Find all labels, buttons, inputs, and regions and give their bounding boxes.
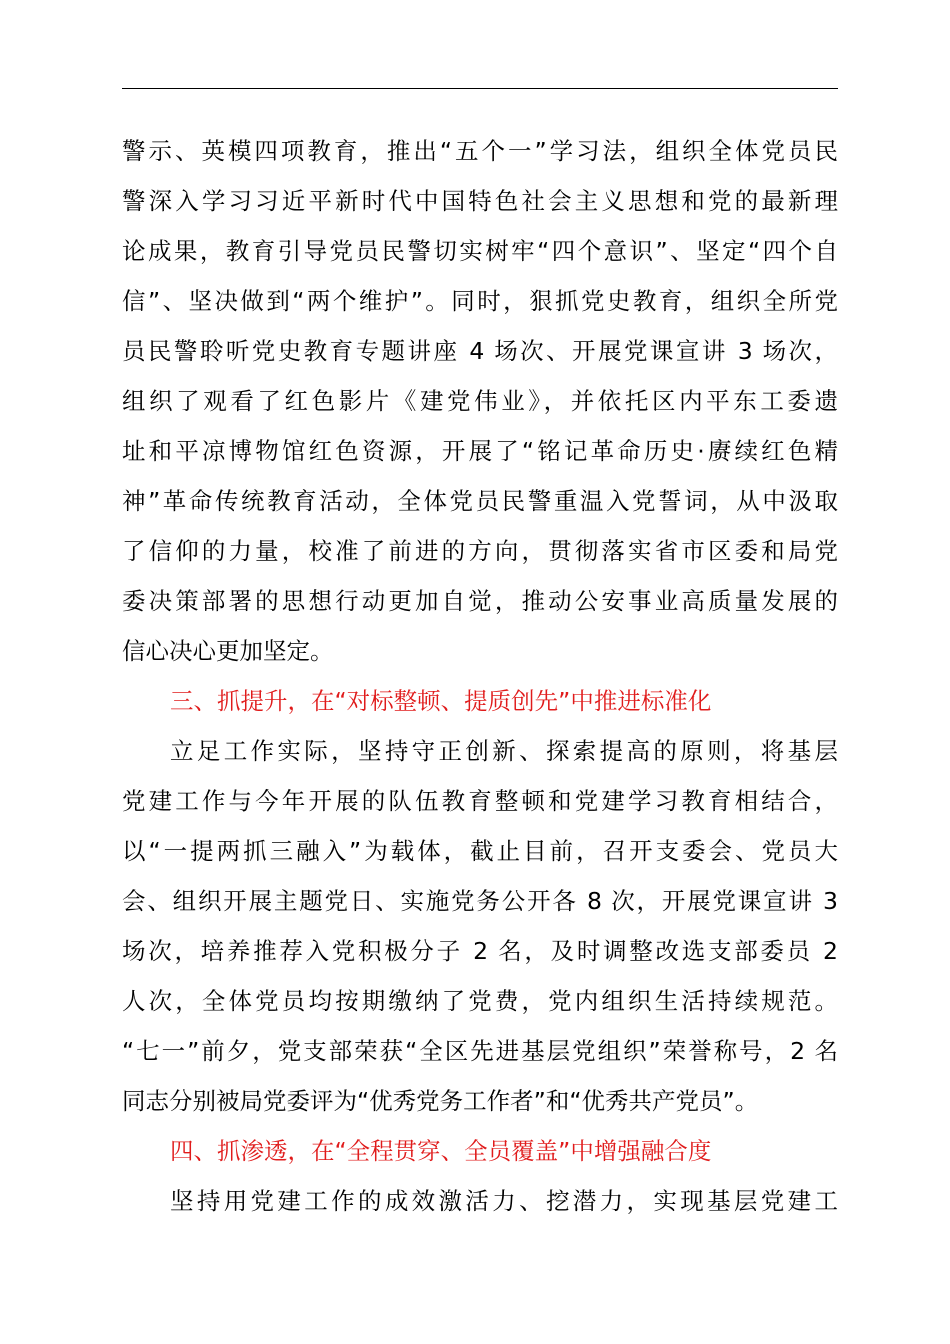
text-line: 以“一提两抓三融入”为载体，截止目前，召开支委会、党员大: [122, 837, 838, 865]
text-line: 信”、坚决做到“两个维护”。同时，狠抓党史教育，组织全所党: [122, 287, 838, 315]
text-line: 场次，培养推荐入党积极分子 2 名，及时调整改选支部委员 2: [122, 937, 838, 965]
text-line: 神”革命传统教育活动，全体党员民警重温入党誓词，从中汲取: [122, 487, 838, 515]
text-line: 信心决心更加坚定。: [122, 637, 334, 665]
text-line: 同志分别被局党委评为“优秀党务工作者”和“优秀共产党员”。: [122, 1087, 759, 1115]
paragraph-standardization: [122, 726, 838, 1126]
text-line: 组织了观看了红色影片《建党伟业》，并依托区内平东工委遗: [122, 387, 838, 415]
text-line: 论成果，教育引导党员民警切实树牢“四个意识”、坚定“四个自: [122, 237, 838, 265]
text-line: “七一”前夕，党支部荣获“全区先进基层党组织”荣誉称号，2 名: [122, 1037, 838, 1065]
text-line: 会、组织开展主题党日、实施党务公开各 8 次，开展党课宣讲 3: [122, 887, 838, 915]
text-line: 警示、英模四项教育，推出“五个一”学习法，组织全体党员民: [122, 137, 838, 165]
text-line: 立足工作实际，坚持守正创新、探索提高的原则，将基层: [170, 737, 838, 765]
text-line: 警深入学习习近平新时代中国特色社会主义思想和党的最新理: [122, 187, 838, 215]
text-line: 坚持用党建工作的成效激活力、挖潜力，实现基层党建工: [170, 1187, 838, 1215]
document-body: [122, 126, 838, 1226]
text-line: 人次，全体党员均按期缴纳了党费，党内组织生活持续规范。: [122, 987, 838, 1015]
paragraph-integration: [122, 1176, 838, 1226]
text-line: 址和平凉博物馆红色资源，开展了“铭记革命历史·赓续红色精: [122, 437, 838, 465]
paragraph-party-education: [122, 126, 838, 676]
text-line: 党建工作与今年开展的队伍教育整顿和党建学习教育相结合，: [122, 787, 838, 815]
section-heading-3: 三、抓提升，在“对标整顿、提质创先”中推进标准化: [170, 687, 712, 715]
text-line: 员民警聆听党史教育专题讲座 4 场次、开展党课宣讲 3 场次，: [122, 337, 838, 365]
section-heading-4: 四、抓渗透，在“全程贯穿、全员覆盖”中增强融合度: [170, 1137, 712, 1165]
header-rule: [122, 88, 838, 89]
text-line: 委决策部署的思想行动更加自觉，推动公安事业高质量发展的: [122, 587, 838, 615]
text-line: 了信仰的力量，校准了前进的方向，贯彻落实省市区委和局党: [122, 537, 838, 565]
